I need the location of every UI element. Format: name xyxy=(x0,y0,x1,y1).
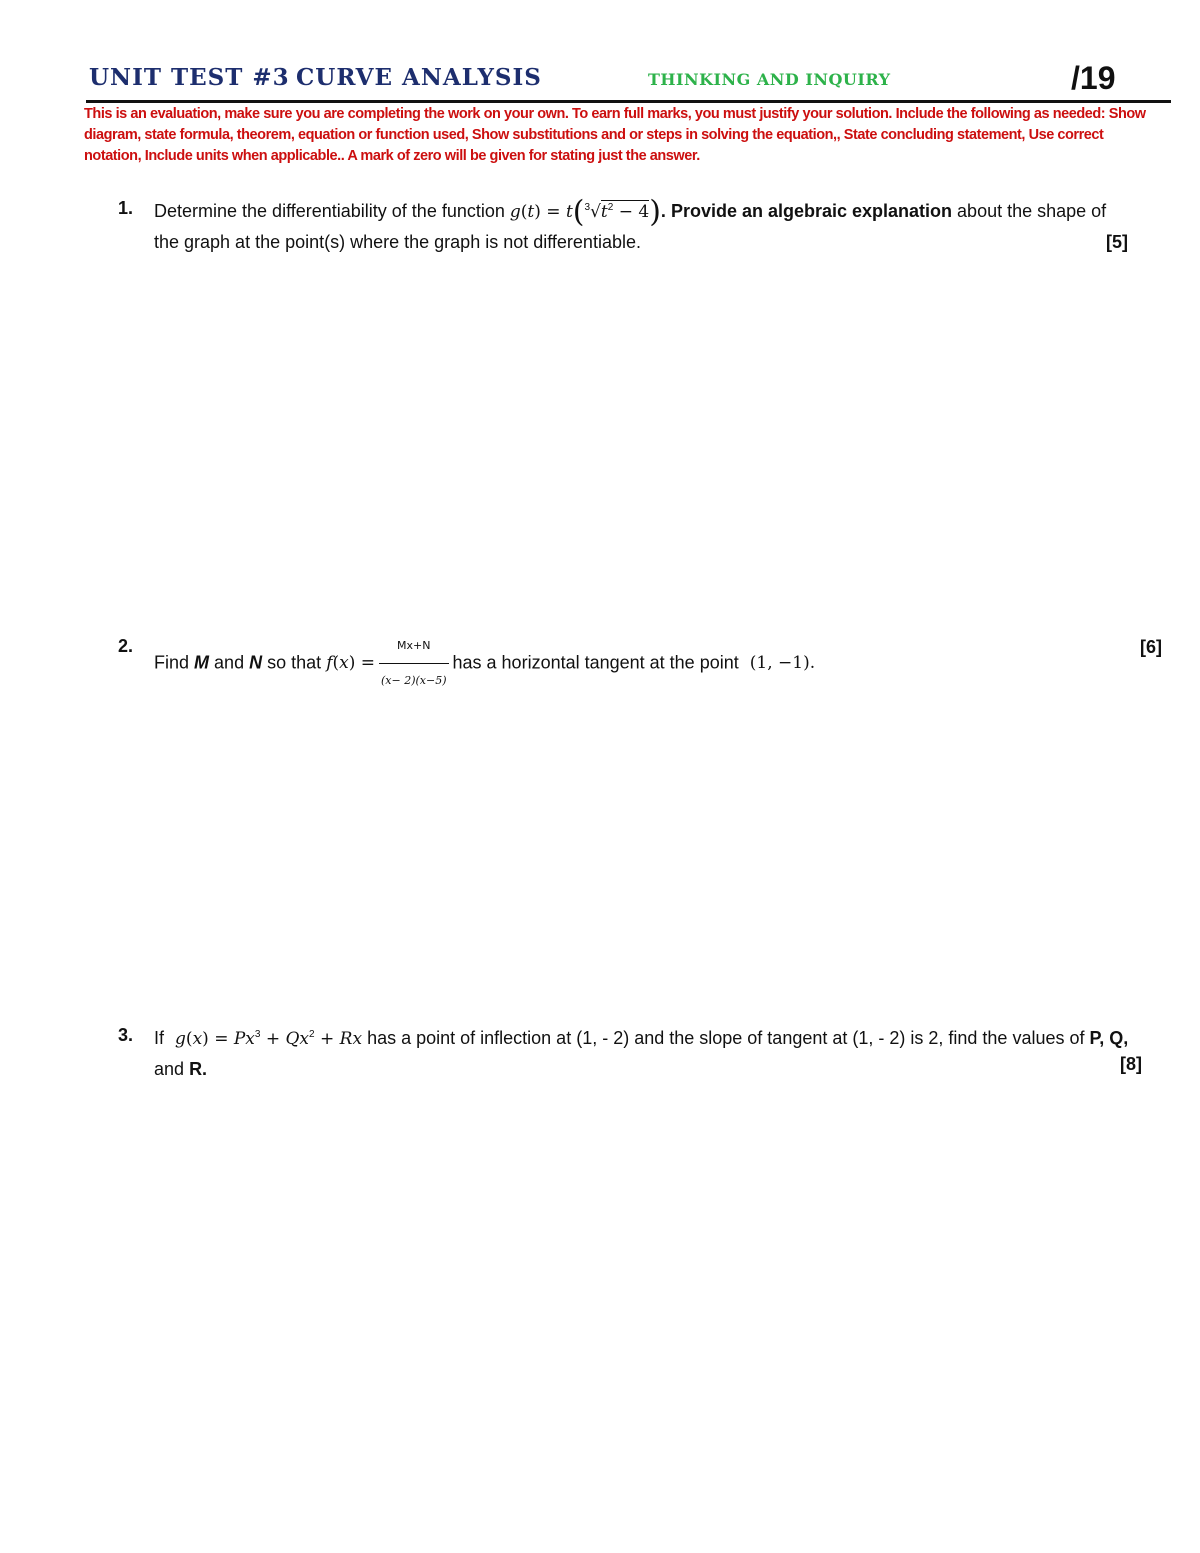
test-topic: CURVE ANALYSIS xyxy=(296,64,542,91)
fraction-numerator: Mx+N xyxy=(397,639,431,652)
function-g-of-x: $g(x) = Px^3 + Qx^2 + Rx$ xyxy=(175,1029,363,1049)
variable-r: R. xyxy=(189,1059,208,1079)
question-1-marks: [5] xyxy=(1106,232,1128,252)
fraction xyxy=(379,631,449,696)
question-number: 2. xyxy=(118,636,134,656)
test-category: THINKING AND INQUIRY xyxy=(648,70,891,89)
instructions: This is an evaluation, make sure you are completing the work on your own. To earn full marks, you must justify your solution. Include the following as needed: Show diagram, state formula, theorem, equation or function used, Show substitutions and or steps in solving the equation,, State concluding statement, Use correct notation, Include units when applicable.. A mark of zero will be given for stating just the answer. xyxy=(84,106,1146,164)
header-divider xyxy=(86,100,1171,103)
question-2: 2. Find M and N so that f(x) = $\frac{Mx+N}{(x- 2)(x-5)}$ has a horizontal tangent at the point (1, −1). xyxy=(154,631,1174,696)
function-f-of-x: f(x) = xyxy=(326,653,375,674)
question-text: Determine the differentiability of the function xyxy=(154,201,505,221)
question-number: 3. xyxy=(118,1025,134,1045)
question-text: Find xyxy=(154,652,190,673)
question-text: has a point of inflection at (1, - 2) and the slope of tangent at (1, - 2) is 2, find the values of xyxy=(367,1028,1085,1048)
fraction-denominator: (x− 2)(x−5) xyxy=(379,663,449,696)
question-text: If xyxy=(154,1028,165,1048)
question-emphasis: Provide an algebraic explanation xyxy=(670,201,953,221)
variable-n: N xyxy=(249,652,263,673)
question-number: 1. xyxy=(118,198,134,218)
question-3: 3. If $g(x) = Px^3 + Qx^2 + Rx$ has a point of inflection at (1, - 2) and the slope of tangent at (1, - 2) is 2, find the values of P, Q, and R. xyxy=(154,1020,1129,1084)
variable-q: Q, xyxy=(1109,1028,1129,1048)
question-2-marks: [6] xyxy=(1140,637,1162,657)
question-text: about the shape of the graph at the point(s) where the graph is not differentiable. xyxy=(154,201,1107,253)
question-text: has a horizontal tangent at the point xyxy=(452,652,739,673)
question-1: 1. Determine the differentiability of the function $g(t) = t(^3√t^2 - 4)$. Provide an algebraic explanation about the shape of the graph at the point(s) where the graph is not differentiable. xyxy=(118,194,1107,253)
total-marks: /19 xyxy=(1071,60,1116,96)
test-header xyxy=(86,60,1171,100)
variable-m: M xyxy=(194,652,210,673)
test-label: UNIT TEST #3 xyxy=(89,64,290,91)
point: (1, −1). xyxy=(749,653,816,674)
variable-p: P, xyxy=(1089,1028,1105,1048)
question-3-marks: [8] xyxy=(1120,1054,1142,1074)
function-g-of-t: $g(t) = t(^3√t^2 - 4)$ xyxy=(509,194,661,230)
